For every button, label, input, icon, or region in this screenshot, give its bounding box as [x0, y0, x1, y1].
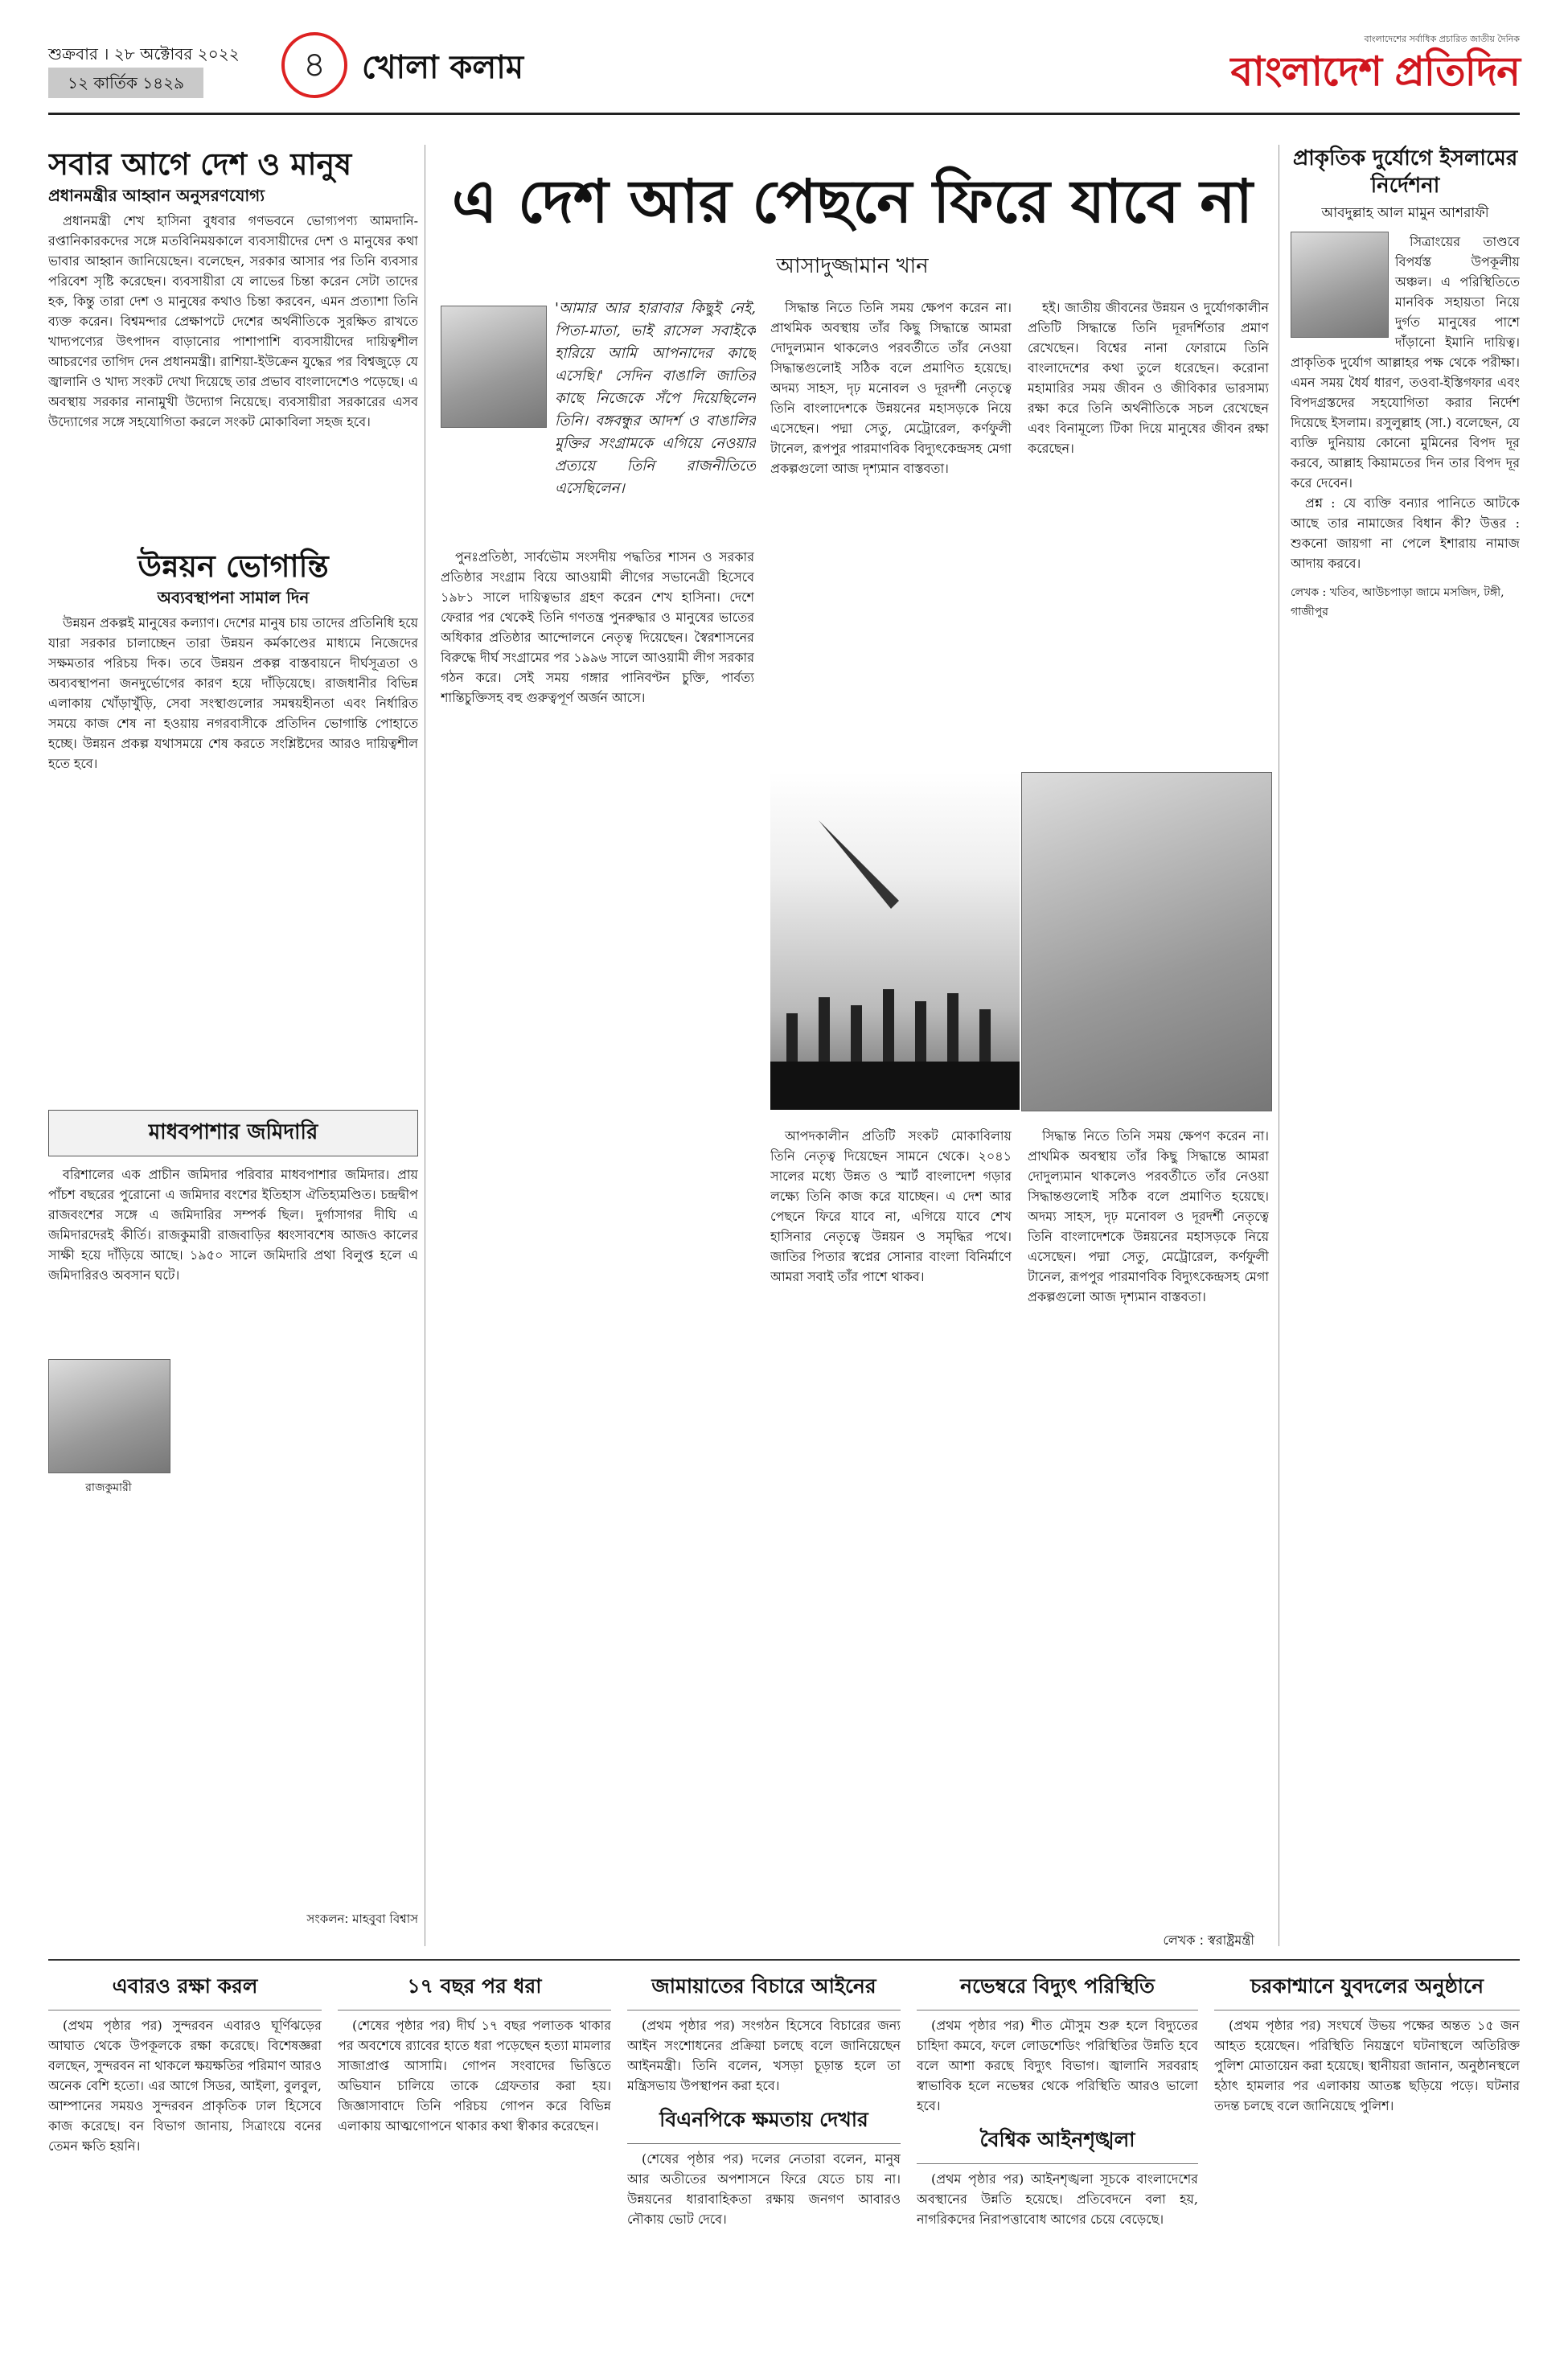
- photo-caption: রাজকুমারী: [85, 1481, 132, 1494]
- author-photo: [441, 306, 547, 428]
- bottom-body-2: (শেষের পৃষ্ঠার পর) দীর্ঘ ১৭ বছর পলাতক থাকার পর অবশেষে র‍্যাবের হাতে ধরা পড়েছেন হত্যা মামলার সাজাপ্রাপ্ত আসামি। গোপন সংবাদের ভিত্তিতে অভিযান চালিয়ে তাকে গ্রেফতার করা হয়। জিজ্ঞাসাবাদে তিনি পরিচয় গোপন করে বিভিন্ন এলাকায় আত্মগোপনে থাকার কথা স্বীকার করেছেন।: [338, 2018, 611, 2134]
- issue-date: শুক্রবার । ২৮ অক্টোবর ২০২২: [48, 44, 240, 64]
- bottom-story-5: [1214, 1970, 1520, 2348]
- bottom-body-5: (প্রথম পৃষ্ঠার পর) সংঘর্ষে উভয় পক্ষের অন্তত ১৫ জন আহত হয়েছেন। পরিস্থিতি নিয়ন্ত্রণে ঘটনাস্থলে অতিরিক্ত পুলিশ মোতায়েন করা হয়েছে। স্থানীয়রা জানান, অনুষ্ঠানস্থলে হঠাৎ হামলার পর এলাকায় আতঙ্ক ছড়িয়ে পড়ে। ঘটনার তদন্ত চলছে বলে জানিয়েছে পুলিশ।: [1214, 2018, 1520, 2113]
- pen-illustration-icon: [770, 772, 1020, 1110]
- history-body: বরিশালের এক প্রাচীন জমিদার পরিবার মাধবপাশার জমিদার। প্রায় পাঁচশ বছরের পুরোনো এ জমিদার বংশের ইতিহাস ঐতিহ্যমণ্ডিত। চন্দ্রদ্বীপ রাজবংশের সঙ্গে এ জমিদারির সম্পর্ক ছিল। দুর্গাসাগর দীঘি এ জমিদারদেরই কীর্তি। রাজকুমারী রাজবাড়ির ধ্বংসাবশেষ আজও কালের সাক্ষী হয়ে দাঁড়িয়ে আছে। ১৯৫০ সালে জমিদারি প্রথা বিলুপ্ত হলে এ জমিদারিরও অবসান ঘটে।: [48, 1167, 418, 1283]
- religion-title: প্রাকৃতিক দুর্যোগে ইসলামের নির্দেশনা: [1292, 146, 1518, 198]
- main-body-2: সিদ্ধান্ত নিতে তিনি সময় ক্ষেপণ করেন না। প্রাথমিক অবস্থায় তাঁর কিছু সিদ্ধান্তে আমরা দোদুল্যমান থাকলেও পরবর্তীতে তাঁর নেওয়া সিদ্ধান্তগুলোই সঠিক বলে প্রমাণিত হয়েছে। অদম্য সাহস, দৃঢ় মনোবল ও দূরদর্শী নেতৃত্বে তিনি বাংলাদেশকে উন্নয়নের মহাসড়কে নিয়ে এসেছেন। পদ্মা সেতু, মেট্রোরেল, কর্ণফুলী টানেল, রূপপুর পারমাণবিক বিদ্যুৎকেন্দ্রসহ মেগা প্রকল্পগুলো আজ দৃশ্যমান বাস্তবতা।: [770, 300, 1012, 476]
- history-title: মাধবপাশার জমিদারি: [48, 1110, 418, 1156]
- main-column-4: [770, 1126, 1012, 1930]
- crowd-illustration: [770, 772, 1020, 1110]
- issue-date-bangla: ১২ কার্তিক ১৪২৯: [48, 68, 203, 98]
- editorial-subtitle: প্রধানমন্ত্রীর আহ্বান অনুসরণযোগ্য: [48, 186, 265, 205]
- bottom-title-2: ১৭ বছর পর ধরা: [338, 1970, 611, 2011]
- main-column-2: [770, 298, 1012, 764]
- bottom-title-4b: বৈশ্বিক আইনশৃঙ্খলা: [917, 2124, 1198, 2164]
- editorial2-title: উন্নয়ন ভোগান্তি: [138, 548, 329, 584]
- bottom-story-4: [917, 1970, 1198, 2348]
- bottom-body-4b: (প্রথম পৃষ্ঠার পর) আইনশৃঙ্খলা সূচকে বাংলাদেশের অবস্থানের উন্নতি হয়েছে। প্রতিবেদনে বলা হয়, নাগরিকদের নিরাপত্তাবোধ আগের চেয়ে বেড়েছে।: [917, 2171, 1198, 2227]
- bottom-title-5: চরকাশ্মানে যুবদলের অনুষ্ঠানে: [1214, 1970, 1520, 2011]
- bottom-divider: [48, 1959, 1520, 1961]
- brand-tagline: বাংলাদেশের সর্বাধিক প্রচারিত জাতীয় দৈনিক: [1364, 34, 1520, 44]
- editorial-2: [48, 547, 418, 965]
- history-byline: সংকলন: মাহবুবা বিশ্বাস: [306, 1912, 418, 1926]
- palace-photo: [48, 1359, 170, 1473]
- main-body-1: পুনঃপ্রতিষ্ঠা, সার্বভৌম সংসদীয় পদ্ধতির শাসন ও সরকার প্রতিষ্ঠার সংগ্রাম বিয়ে আওয়ামী লীগের সভানেত্রী হিসেবে ১৯৮১ সালে দায়িত্বভার গ্রহণ করেন শেখ হাসিনা। দেশে ফেরার পর থেকেই তিনি গণতন্ত্র পুনরুদ্ধার ও মানুষের ভাতের অধিকার প্রতিষ্ঠার আন্দোলনে নেতৃত্ব দিয়েছেন। স্বৈরশাসনের বিরুদ্ধে দীর্ঘ সংগ্রামের পর ১৯৯৬ সালে আওয়ামী লীগ সরকার গঠন করে। সেই সময় গঙ্গার পানিবণ্টন চুক্তি, পার্বত্য শান্তিচুক্তিসহ বহু গুরুত্বপূর্ণ অর্জন আসে।: [441, 549, 754, 705]
- main-body-5: সিদ্ধান্ত নিতে তিনি সময় ক্ষেপণ করেন না। প্রাথমিক অবস্থায় তাঁর কিছু সিদ্ধান্তে আমরা দোদুল্যমান থাকলেও পরবর্তীতে তাঁর নেওয়া সিদ্ধান্তগুলোই সঠিক বলে প্রমাণিত হয়েছে। অদম্য সাহস, দৃঢ় মনোবল ও দূরদর্শী নেতৃত্বে তিনি বাংলাদেশকে উন্নয়নের মহাসড়কে নিয়ে এসেছেন। পদ্মা সেতু, মেট্রোরেল, কর্ণফুলী টানেল, রূপপুর পারমাণবিক বিদ্যুৎকেন্দ্রসহ মেগা প্রকল্পগুলো আজ দৃশ্যমান বাস্তবতা।: [1028, 1128, 1269, 1304]
- main-body-3: হই। জাতীয় জীবনের উন্নয়ন ও দুর্যোগকালীন প্রতিটি সিদ্ধান্তে তিনি দূরদর্শিতার প্রমাণ রেখেছেন। বিশ্বের নানা ফোরামে তিনি বাংলাদেশের কথা তুলে ধরেছেন। করোনা মহামারির সময় জীবন ও জীবিকার ভারসাম্য রক্ষা করে তিনি অর্থনীতিকে সচল রেখেছেন এবং বিনামূল্যে টিকা দিয়ে মানুষের জীবন রক্ষা করেছেন।: [1028, 300, 1269, 456]
- masthead: [1230, 32, 1520, 96]
- main-headline: এ দেশ আর পেছনে ফিরে যাবে না: [452, 167, 1253, 236]
- main-author-note: লেখক : স্বরাষ্ট্রমন্ত্রী: [1163, 1932, 1254, 1948]
- bottom-body-3: (প্রথম পৃষ্ঠার পর) সংগঠন হিসেবে বিচারের জন্য আইন সংশোধনের প্রক্রিয়া চলছে বলে জানিয়েছেন আইনমন্ত্রী। তিনি বলেন, খসড়া চূড়ান্ত হলে তা মন্ত্রিসভায় উপস্থাপন করা হবে।: [627, 2018, 901, 2093]
- portrait-photo: [1021, 772, 1272, 1111]
- bottom-title-1: এবারও রক্ষা করল: [48, 1970, 322, 2011]
- bottom-title-4: নভেম্বরে বিদ্যুৎ পরিস্থিতি: [917, 1970, 1198, 2011]
- religion-body: সিত্রাংয়ের তাণ্ডবে বিপর্যস্ত উপকূলীয় অঞ্চল। এ পরিস্থিতিতে মানবিক সহায়তা নিয়ে দুর্গত মানুষের পাশে দাঁড়ানো ইমানি দায়িত্ব। প্রাকৃতিক দুর্যোগ আল্লাহর পক্ষ থেকে পরীক্ষা। এমন সময় ধৈর্য ধারণ, তওবা-ইস্তিগফার এবং বিপদগ্রস্তদের সহযোগিতা করার নির্দেশ দিয়েছে ইসলাম। রসুলুল্লাহ (সা.) বলেছেন, যে ব্যক্তি দুনিয়ায় কোনো মুমিনের বিপদ দূর করবে, আল্লাহ কিয়ামতের দিন তার বিপদ দূর করে দেবেন। প্রশ্ন : যে ব্যক্তি বন্যার পানিতে আটকে আছে তার নামাজের বিধান কী? উত্তর : শুকনো জায়গা না পেলে ইশারায় নামাজ আদায় করবে।: [1291, 234, 1520, 571]
- header-divider: [48, 113, 1520, 115]
- main-column-1: [441, 547, 754, 1930]
- bottom-title-3: জামায়াতের বিচারে আইনের: [627, 1970, 901, 2011]
- quote-text: 'আমার আর হারাবার কিছুই নেই, পিতা-মাতা, ভাই রাসেল সবাইকে হারিয়ে আমি আপনাদের কাছে এসেছি।' সেদিন বাঙালি জাতির কাছে নিজেকে সঁপে দিয়েছিলেন তিনি। বঙ্গবন্ধুর আদর্শ ও বাঙালির মুক্তির সংগ্রামকে এগিয়ে নেওয়ার প্রত্যয়ে তিনি রাজনীতিতে এসেছিলেন।: [555, 300, 756, 497]
- bottom-body-3b: (শেষের পৃষ্ঠার পর) দলের নেতারা বলেন, মানুষ আর অতীতের অপশাসনে ফিরে যেতে চায় না। উন্নয়নের ধারাবাহিকতা রক্ষায় জনগণ আবারও নৌকায় ভোট দেবে।: [627, 2151, 901, 2227]
- editorial-body: প্রধানমন্ত্রী শেখ হাসিনা বুধবার গণভবনে ভোগ্যপণ্য আমদানি-রপ্তানিকারকদের সঙ্গে মতবিনিময়কালে ব্যবসায়ীদের দেশ ও মানুষের কথা ভাবার আহ্বান জানিয়েছেন। বলেছেন, সরকার আসার পর তিনি ব্যবসার পরিবেশ সৃষ্টি করেছেন। ব্যবসায়ীরা যে লাভের চিন্তা করেন সেটা তাদের হক, কিন্তু তারা দেশ ও মানুষের কথাও চিন্তা করবেন, এমন প্রত্যাশা তিনি ব্যক্ত করেন। বিশ্বমন্দার প্রেক্ষাপটে দেশের অর্থনীতিকে সুরক্ষিত রাখতে খাদ্যপণ্যের উৎপাদন বাড়ানোর পাশাপাশি ব্যবসায়ীদের দায়িত্বশীল আচরণের তাগিদ দেন প্রধানমন্ত্রী। রাশিয়া-ইউক্রেন যুদ্ধের পর বিশ্বজুড়ে যে জ্বালানি ও খাদ্য সংকট দেখা দিয়েছে তার প্রভাব বাংলাদেশেও পড়েছে। এ অবস্থায় সরকার নানামুখী উদ্যোগ নিয়েছে। ব্যবসায়ীরা সরকারের এসব উদ্যোগের সঙ্গে সহযোগিতা করলে সংকট মোকাবিলা সহজ হবে।: [48, 213, 418, 429]
- religion-author-note: লেখক : খতিব, আউচপাড়া জামে মসজিদ, টঙ্গী, গাজীপুর: [1291, 586, 1504, 618]
- bottom-title-3b: বিএনপিকে ক্ষমতায় দেখার: [627, 2104, 901, 2144]
- page-header: [48, 32, 1520, 153]
- main-body-4: আপদকালীন প্রতিটি সংকট মোকাবিলায় তিনি নেতৃত্ব দিয়েছেন সামনে থেকে। ২০৪১ সালের মধ্যে উন্নত ও স্মার্ট বাংলাদেশ গড়ার লক্ষ্যে তিনি কাজ করে যাচ্ছেন। এ দেশ আর পেছনে ফিরে যাবে না, এগিয়ে যাবে শেখ হাসিনার নেতৃত্বে উন্নয়ন ও সমৃদ্ধির পথে। জাতির পিতার স্বপ্নের সোনার বাংলা বিনির্মাণে আমরা সবাই তাঁর পাশে থাকব।: [770, 1128, 1012, 1284]
- bottom-story-2: [338, 1970, 611, 2348]
- editorial2-subtitle: অব্যবস্থাপনা সামাল দিন: [157, 588, 310, 607]
- history-box: [48, 1110, 418, 1938]
- editorial-title: সবার আগে দেশ ও মানুষ: [48, 146, 352, 182]
- date-block: [48, 40, 240, 98]
- brand-logo: বাংলাদেশ প্রতিদিন: [1230, 48, 1520, 95]
- section-title: খোলা কলাম: [362, 49, 524, 86]
- main-column-5: [1028, 1126, 1269, 1930]
- bottom-body-4: (প্রথম পৃষ্ঠার পর) শীত মৌসুম শুরু হলে বিদ্যুতের চাহিদা কমবে, ফলে লোডশেডিং পরিস্থিতির উন্নতি হবে বলে আশা করছে বিদ্যুৎ বিভাগ। জ্বালানি সরবরাহ স্বাভাবিক হলে নভেম্বর থেকে পরিস্থিতি আরও ভালো হবে।: [917, 2018, 1198, 2113]
- main-quote: [555, 298, 756, 539]
- bottom-story-1: [48, 1970, 322, 2348]
- bottom-body-1: (প্রথম পৃষ্ঠার পর) সুন্দরবন এবারও ঘূর্ণিঝড়ের আঘাত থেকে উপকূলকে রক্ষা করেছে। বিশেষজ্ঞরা বলছেন, সুন্দরবন না থাকলে ক্ষয়ক্ষতির পরিমাণ আরও অনেক বেশি হতো। এর আগে সিডর, আইলা, বুলবুল, আম্পানের সময়ও সুন্দরবন প্রাকৃতিক ঢাল হিসেবে কাজ করেছে। বন বিভাগ জানায়, সিত্রাংয়ে বনের তেমন ক্ষতি হয়নি।: [48, 2018, 322, 2154]
- religion-article: [1291, 145, 1520, 1938]
- editorial2-body: উন্নয়ন প্রকল্পই মানুষের কল্যাণ। দেশের মানুষ চায় তাদের প্রতিনিধি হয়ে যারা সরকার চালাচ্ছেন তারা উন্নয়ন কর্মকাণ্ডের মাধ্যমে নিজেদের সক্ষমতার পরিচয় দিক। তবে উন্নয়ন প্রকল্প বাস্তবায়নে দীর্ঘসূত্রতা ও অব্যবস্থাপনা জনদুর্ভোগের কারণ হয়ে দাঁড়িয়েছে। রাজধানীর বিভিন্ন এলাকায় খোঁড়াখুঁড়ি, সেবা সংস্থাগুলোর সমন্বয়হীনতা এবং নির্ধারিত সময়ে কাজ শেষ না হওয়ায় নগরবাসীকে প্রতিদিন ভোগান্তি পোহাতে হচ্ছে। উন্নয়ন প্রকল্প যথাসময়ে শেষ করতে সংশ্লিষ্টদের আরও দায়িত্বশীল হতে হবে।: [48, 615, 418, 771]
- bottom-story-3: [627, 1970, 901, 2348]
- page-number: ৪: [281, 32, 347, 98]
- main-author: আসাদুজ্জামান খান: [776, 254, 929, 278]
- religion-author: আবদুল্লাহ আল মামুন আশরাফী: [1321, 205, 1489, 221]
- cleric-photo: [1291, 232, 1389, 338]
